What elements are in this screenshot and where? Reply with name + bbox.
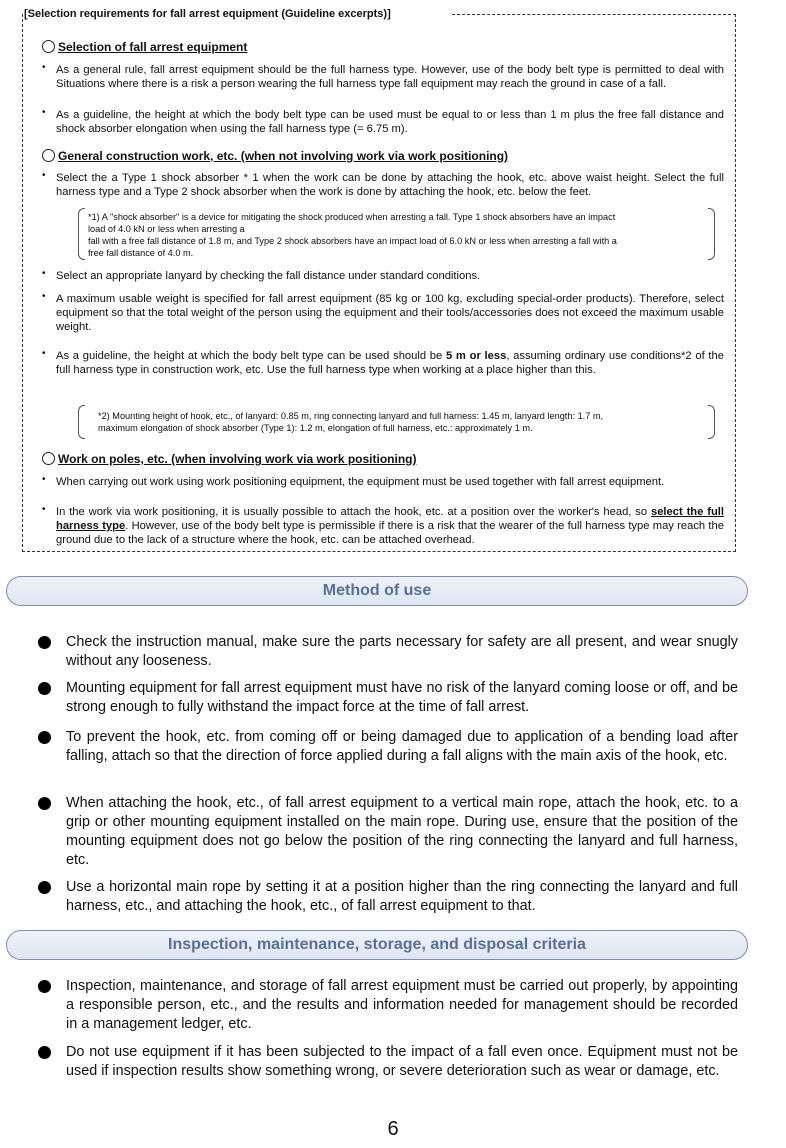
page-number: 6 — [387, 1118, 399, 1140]
method-of-use-header: Method of use — [6, 576, 748, 606]
method-item: Mounting equipment for fall arrest equipment must have no risk of the lanyard coming loose or off, and be strong enough to fully withstand the impact force at the time of fall arrest. — [38, 679, 738, 717]
section-heading-general-construction: General construction work, etc. (when not involving work via work positioning) — [42, 149, 508, 163]
guideline-bullet: • Select the a Type 1 shock absorber * 1 when the work can be done by attaching the hook, etc. above waist height. Select the full harness type and a Type 2 shock absorber when the work is done by attaching the hook, etc. below the feet. — [42, 170, 724, 198]
inspection-item: Do not use equipment if it has been subjected to the impact of a fall even once. Equipment must not be used if inspection results show something wrong, or severe deterioration such as wear or damage, etc. — [38, 1043, 738, 1081]
dot-icon: • — [42, 291, 46, 302]
note-bracket-right — [708, 208, 715, 260]
bullet-icon — [38, 980, 51, 993]
dot-icon: • — [42, 474, 46, 485]
bullet-icon — [38, 636, 51, 649]
note-bracket-left — [78, 208, 85, 260]
guideline-bullet: • When carrying out work using work positioning equipment, the equipment must be used together with fall arrest equipment. — [42, 474, 665, 488]
guideline-box — [22, 14, 736, 552]
guideline-bullet: • Select an appropriate lanyard by checking the fall distance under standard conditions. — [42, 268, 481, 282]
footnote-1: *1) A "shock absorber" is a device for mitigating the shock produced when arresting a fall. Type 1 shock absorbers have an impact load of 4.0 kN or less when arresting a fall with a free fall distance of 1.8 m, and Type 2 shock absorbers have an impact load of 6.0 kN or less when arresting a fall with a free fall distance of 4.0 m. — [88, 212, 617, 258]
dot-icon: • — [42, 170, 46, 181]
circle-icon — [42, 40, 55, 53]
dot-icon: • — [42, 268, 46, 279]
note-bracket-right — [708, 405, 715, 439]
dot-icon: • — [42, 348, 46, 359]
section-heading-work-on-poles: Work on poles, etc. (when involving work via work positioning) — [42, 452, 416, 466]
dot-icon: • — [42, 504, 46, 515]
guideline-bullet: • In the work via work positioning, it is usually possible to attach the hook, etc. at a position over the worker's head, so select the full harness type. However, use of the body belt type is permissible if there is a risk that the wearer of the full harness type may reach the ground due to the lack of a structure where the hook, etc. can be attached overhead. — [42, 504, 724, 546]
bullet-icon — [38, 1046, 51, 1059]
guideline-bullet: • As a guideline, the height at which the body belt type can be used must be equal to or less than 1 m plus the free fall distance and shock absorber elongation when using the fall harness type (= 6.75 m). — [42, 107, 724, 135]
bullet-icon — [38, 731, 51, 744]
inspection-header: Inspection, maintenance, storage, and disposal criteria — [6, 930, 748, 960]
method-item: Check the instruction manual, make sure the parts necessary for safety are all present, and wear snugly without any looseness. — [38, 633, 738, 671]
circle-icon — [42, 452, 55, 465]
circle-icon — [42, 149, 55, 162]
dot-icon: • — [42, 107, 46, 118]
method-item: To prevent the hook, etc. from coming off or being damaged due to application of a bending load after falling, attach so that the direction of force applied during a fall aligns with the main axis of the hook, etc. — [38, 728, 738, 766]
guideline-bullet: • A maximum usable weight is specified for fall arrest equipment (85 kg or 100 kg, excluding special-order products). Therefore, select equipment so that the total weight of the person using the equipment and their tools/accessories does not exceed the maximum usable weight. — [42, 291, 724, 333]
dot-icon: • — [42, 62, 46, 73]
footnote-2: *2) Mounting height of hook, etc., of lanyard: 0.85 m, ring connecting lanyard and full harness: 1.45 m, lanyard length: 1.7 m, maximum elongation of shock absorber (Type 1): 1.2 m, elongation of full harness, etc.: approximately 1 m. — [98, 411, 604, 433]
bullet-icon — [38, 797, 51, 810]
guideline-bullet: • As a guideline, the height at which the body belt type can be used should be 5 m or less, assuming ordinary use conditions*2 of the full harness type in construction work, etc. Use the full harness type when working at a place higher than this. — [42, 348, 724, 376]
guideline-box-top-border — [452, 14, 736, 15]
bullet-icon — [38, 881, 51, 894]
method-item: When attaching the hook, etc., of fall arrest equipment to a vertical main rope, attach the hook, etc. to a grip or other mounting equipment installed on the main rope. During use, ensure that the position of the mounting equipment does not go below the position of the ring connecting the lanyard and full harness, etc. — [38, 794, 738, 870]
bullet-icon — [38, 682, 51, 695]
note-bracket-left — [78, 405, 85, 439]
inspection-item: Inspection, maintenance, and storage of fall arrest equipment must be carried out properly, by appointing a responsible person, etc., and the results and information needed for management should be recorded in a management ledger, etc. — [38, 977, 738, 1034]
guideline-bullet: • As a general rule, fall arrest equipment should be the full harness type. However, use of the body belt type is permitted to deal with Situations where there is a risk a person wearing the full harness type fall equipment may reach the ground in case of a fall. — [42, 62, 724, 90]
section-heading-selection: Selection of fall arrest equipment — [42, 40, 247, 54]
method-item: Use a horizontal main rope by setting it at a position higher than the ring connecting the lanyard and full harness, etc., and attaching the hook, etc., of fall arrest equipment to that. — [38, 878, 738, 916]
guideline-title: [Selection requirements for fall arrest equipment (Guideline excerpts)] — [24, 8, 395, 20]
